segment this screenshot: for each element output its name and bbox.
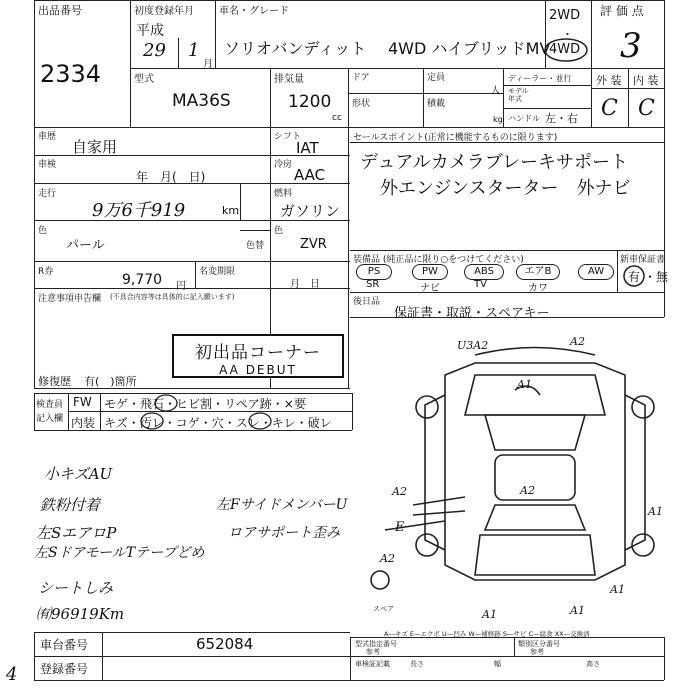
handle-label: ハンドル [508, 114, 540, 123]
mark-a1-side: A1 [610, 583, 625, 596]
recycle-value: 9,770 [122, 272, 163, 288]
equip-airbag: エアB [516, 264, 560, 280]
note-left1: 小キズAU [44, 465, 113, 483]
disp-label: 排気量 [274, 74, 304, 85]
shift-label: シフト [274, 132, 302, 142]
mark-e-left: E [395, 520, 405, 535]
typecert-sub: 参考 [366, 648, 380, 656]
color-code-value: ZVR [300, 237, 327, 252]
equip-sr: SR [366, 279, 380, 290]
equip-abs: ABS [464, 264, 504, 280]
equip-tv: TV [474, 279, 487, 290]
exterior-label: 外 装 [596, 74, 622, 87]
reg-month: 1 [188, 40, 200, 61]
disp-unit: cc [332, 113, 342, 123]
class-sub: 参考 [530, 648, 544, 656]
mileage-value: 9万6千919 [92, 200, 186, 221]
warranty-have-circle [623, 265, 645, 287]
selling-points-label: セールスポイント(正常に機能するものに限ります) [353, 133, 558, 143]
accessories-label: 後日品 [353, 297, 381, 307]
expiry-value: 月 日 [290, 279, 320, 290]
repair-value: 有( )箇所 [84, 375, 137, 388]
note-left6: ㈲96919Km [36, 605, 125, 623]
note-right2: ロアサポート歪み [228, 525, 340, 541]
repair-label: 修復歴 [38, 375, 71, 388]
mark-a1-right: A1 [648, 505, 663, 518]
expiry-label: 名変期限 [199, 267, 236, 277]
fw-items: モゲ・飛石・ヒビ割・リペア跡・×要 [104, 397, 306, 411]
debut-stamp-line1: 初出品コーナー [195, 343, 321, 363]
color-change-label: 色替 [246, 241, 265, 251]
note-left2: 鉄粉付着 [40, 496, 101, 514]
score-label: 評 価 点 [600, 4, 644, 18]
mark-a2-lowerleft: A2 [380, 552, 395, 565]
chassis-label: 車台番号 [40, 638, 89, 652]
inspector-label2: 記入欄 [36, 414, 64, 424]
accessories-value: 保証書・取説・スペアキー [394, 306, 550, 321]
month-unit: 月 [203, 59, 213, 70]
model-name: ソリオバンディット [224, 39, 367, 58]
color-label: 色 [38, 226, 48, 236]
mark-u3a2: U3A2 [457, 339, 489, 352]
dims-label: 車検証記載 [355, 660, 390, 668]
equip-leather: カワ [528, 283, 548, 294]
interior-grade: C [638, 96, 655, 121]
selling-point-line2: 外エンジンスターター 外ナビ [380, 178, 631, 199]
new-warranty-label: 新車保証書 [620, 255, 666, 265]
mileage-label: 走行 [38, 189, 57, 199]
usage-value: 自家用 [72, 138, 118, 156]
mark-a2-left: A2 [392, 485, 407, 498]
model-label: 車名・グレード [219, 6, 289, 17]
interior-label: 内 装 [633, 74, 659, 87]
model-year-label: モデル 年式 [508, 87, 529, 103]
era: 平成 [136, 23, 164, 39]
score-value: 3 [620, 26, 642, 66]
length-label: 長さ [410, 660, 424, 668]
inspector-label1: 検査員 [36, 400, 64, 410]
mark-a2-roof: A2 [520, 484, 535, 497]
color-value: パール [66, 238, 105, 253]
mileage-unit: km [222, 204, 240, 217]
dealer-label: ディーラー・並行 [508, 74, 572, 83]
mark-a1-rear1: A1 [482, 608, 497, 621]
first-reg-label: 初度登録年月 [134, 6, 194, 17]
drive-4wd: 4WD [549, 42, 581, 57]
recycle-label: R券 [38, 267, 54, 277]
interior-items-label: 内装 [71, 416, 96, 430]
chassis-value: 652084 [196, 635, 254, 653]
mark-a1-rear2: A1 [570, 604, 585, 617]
fuel-value: ガソリン [280, 202, 341, 220]
car-damage-diagram [405, 335, 665, 605]
page-mark: 4 [6, 664, 18, 685]
note-left3: 左SエアロP [36, 524, 117, 542]
capacity-unit: 人 [491, 86, 501, 96]
equip-navi: ナビ [420, 283, 440, 294]
debut-stamp [172, 334, 344, 378]
note-left5: シートしみ [38, 579, 114, 597]
fw-label: FW [73, 395, 92, 409]
mark-a1-hood: A1 [517, 378, 532, 391]
equip-aw: AW [578, 264, 614, 280]
width-label: 幅 [494, 660, 501, 668]
door-label: ドア [352, 73, 370, 83]
typecert-label: 型式指定番号 [355, 640, 397, 648]
drive-4wd-circle [543, 38, 593, 62]
handle-value: 左・右 [545, 112, 578, 125]
type-value: MA36S [172, 91, 231, 111]
color-code-label: 色 [274, 226, 284, 236]
type-label: 型式 [134, 74, 154, 85]
lot-label: 出品番号 [38, 4, 82, 17]
shape-label: 形状 [352, 99, 371, 109]
lot-number: 2334 [40, 60, 102, 88]
equipment-label: 装備品 (純正品に限り○をつけてください) [353, 255, 524, 265]
capacity-label: 定員 [427, 73, 446, 83]
ac-value: AAC [294, 166, 326, 184]
load-label: 積載 [427, 99, 446, 109]
warranty-none: ・無 [644, 270, 669, 284]
fuel-label: 燃料 [274, 189, 293, 199]
warranty-have: 有 [628, 270, 641, 284]
exterior-grade: C [601, 96, 618, 121]
spare-label: スペア [373, 605, 394, 613]
reg-year: 29 [143, 40, 166, 61]
equip-ps: PS [356, 264, 392, 280]
recycle-unit: 円 [176, 281, 186, 292]
note-left4: 左SドアモールTテープどめ [34, 545, 205, 561]
damage-legend: A—キズ E—エクボ U—凹み W—補修跡 S—サビ C—腐食 XX—交換済 [384, 630, 590, 638]
notes-label: 注意事項申告欄 [38, 294, 102, 304]
equip-pw: PW [412, 264, 448, 280]
notes-sub: (不具合内容等は具体的に記入願います) [110, 293, 235, 301]
inspector-circles [100, 392, 420, 432]
reg-label: 登録番号 [40, 662, 89, 676]
height-label: 高さ [586, 660, 600, 668]
inspect-value: 年 月( 日) [136, 170, 206, 184]
usage-label: 車歴 [38, 132, 57, 142]
drive-dot: ・ [562, 28, 573, 41]
debut-stamp-line2: AA DEBUT [219, 363, 297, 377]
mark-a2-top: A2 [570, 335, 585, 348]
disp-value: 1200 [288, 92, 332, 112]
interior-items: キズ・汚レ・コゲ・穴・スレ・キレ・破レ [104, 416, 332, 430]
inspect-label: 車検 [38, 160, 57, 170]
model-grade: 4WD ハイブリッドMV [388, 39, 551, 58]
ac-label: 冷房 [274, 160, 293, 170]
shift-value: IAT [296, 139, 319, 157]
note-right1: 左FサイドメンバーU [216, 497, 348, 513]
drive-2wd: 2WD [549, 8, 581, 23]
load-unit: kg [493, 115, 503, 124]
selling-point-line1: デュアルカメラブレーキサポート [360, 152, 629, 173]
class-label: 類別区分番号 [518, 640, 560, 648]
